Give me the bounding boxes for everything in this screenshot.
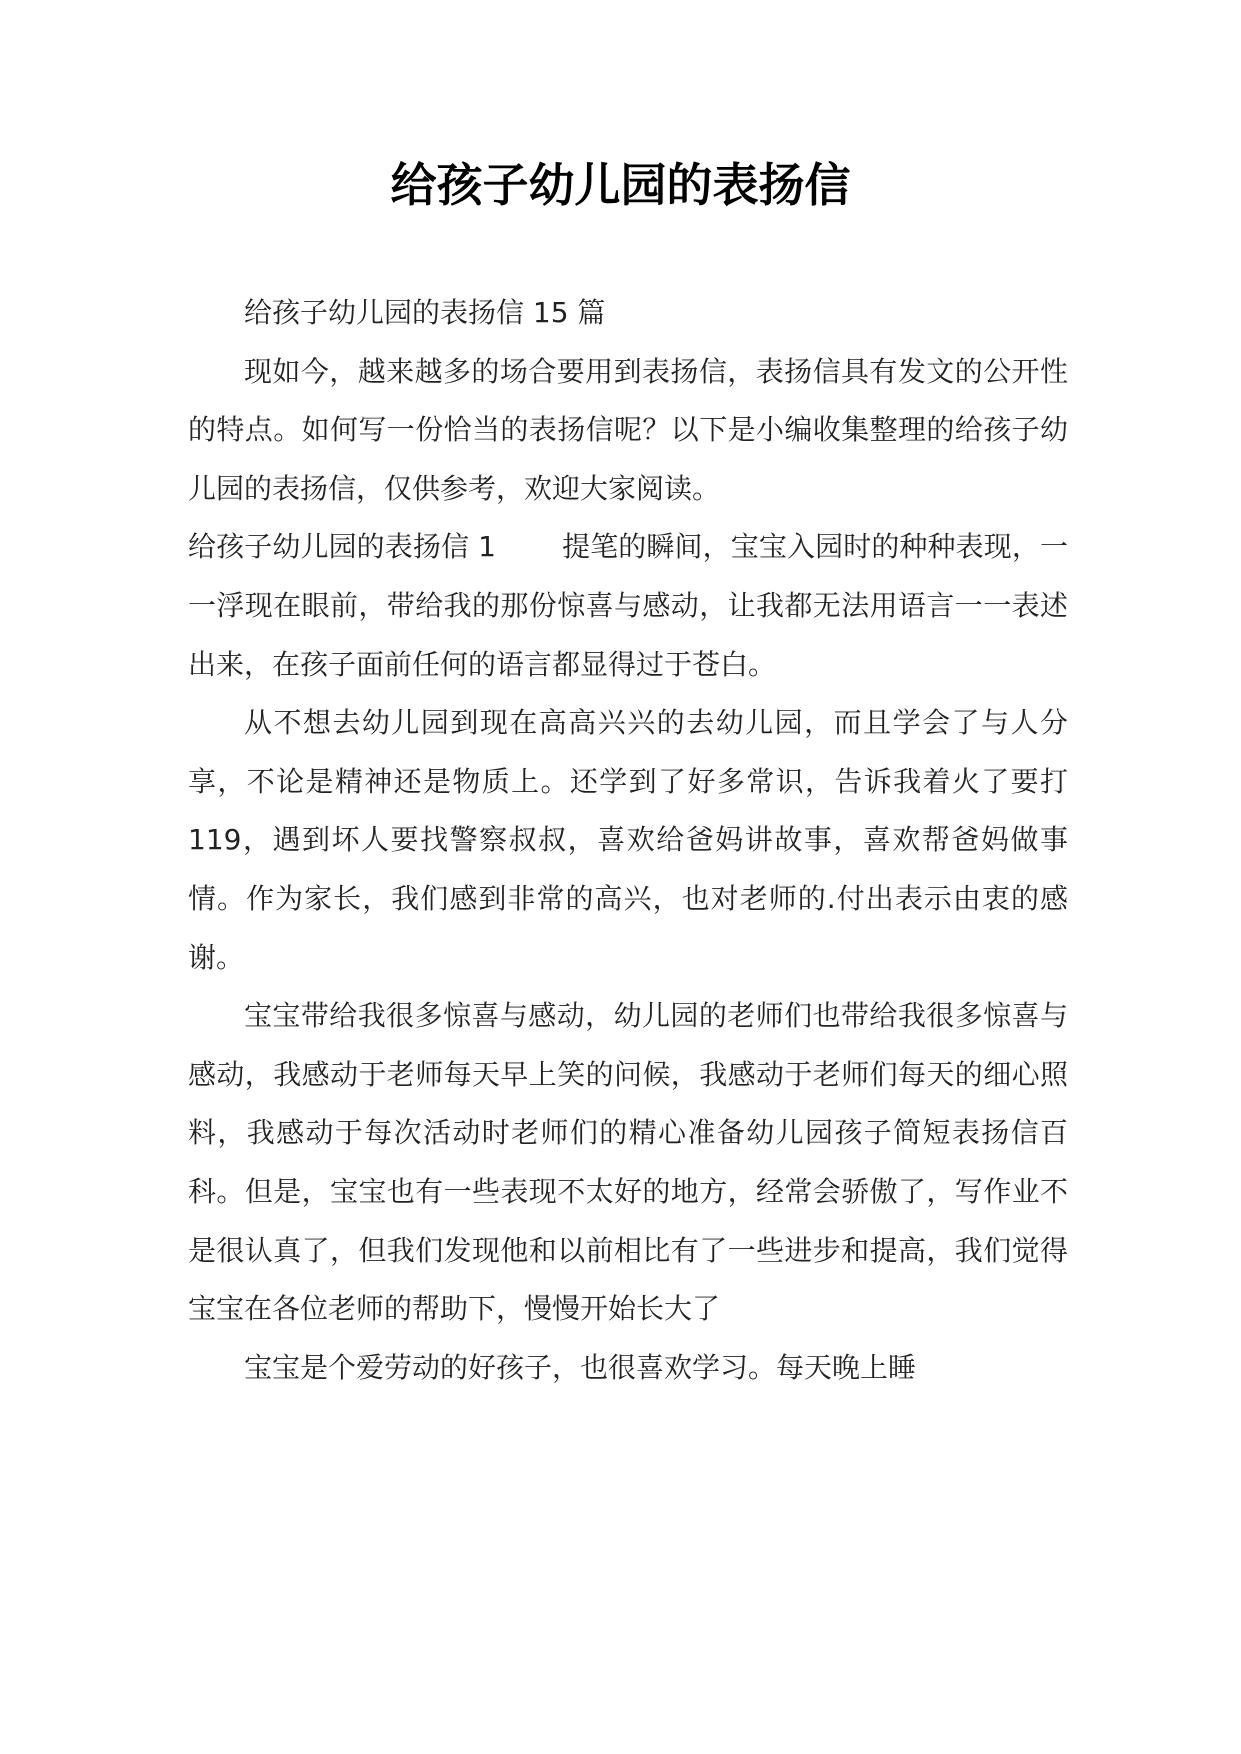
intro-paragraph: 现如今，越来越多的场合要用到表扬信，表扬信具有发文的公开性的特点。如何写一份恰当的表扬信呢？以下是小编收集整理的给孩子幼儿园的表扬信，仅供参考，欢迎大家阅读。 bbox=[188, 354, 1068, 505]
section-1-heading: 给孩子幼儿园的表扬信 1 bbox=[188, 530, 496, 564]
document-title: 给孩子幼儿园的表扬信 bbox=[390, 158, 851, 212]
body-paragraph: 宝宝带给我很多惊喜与感动，幼儿园的老师们也带给我很多惊喜与感动，我感动于老师每天早上笑的问候，我感动于老师们每天的细心照料，我感动于每次活动时老师们的精心准备幼儿园孩子简短表扬信百科。但是，宝宝也有一些表现不太好的地方，经常会骄傲了，写作业不是很认真了，但我们发现他和以前相比有了一些进步和提高，我们觉得宝宝在各位老师的帮助下，慢慢开始长大了 bbox=[188, 999, 1068, 1326]
section-1-lead: 提笔的瞬间，宝宝入园时的种种表现，一一浮现在眼前，带给我的那份惊喜与感动，让我都无法用语言一一表述出来，在孩子面前任何的语言都显得过于苍白。 bbox=[188, 530, 1068, 681]
body-paragraph: 从不想去幼儿园到现在高高兴兴的去幼儿园，而且学会了与人分享，不论是精神还是物质上。还学到了好多常识，告诉我着火了要打 119，遇到坏人要找警察叔叔，喜欢给爸妈讲故事，喜欢帮爸妈做事情。作为家长，我们感到非常的高兴，也对老师的.付出表示由衷的感谢。 bbox=[188, 706, 1068, 974]
document-body bbox=[188, 284, 1068, 1397]
body-paragraph: 宝宝是个爱劳动的好孩子，也很喜欢学习。每天晚上睡 bbox=[244, 1350, 917, 1384]
section-1-paragraph bbox=[188, 518, 1068, 694]
document-subtitle: 给孩子幼儿园的表扬信 15 篇 bbox=[244, 296, 606, 329]
